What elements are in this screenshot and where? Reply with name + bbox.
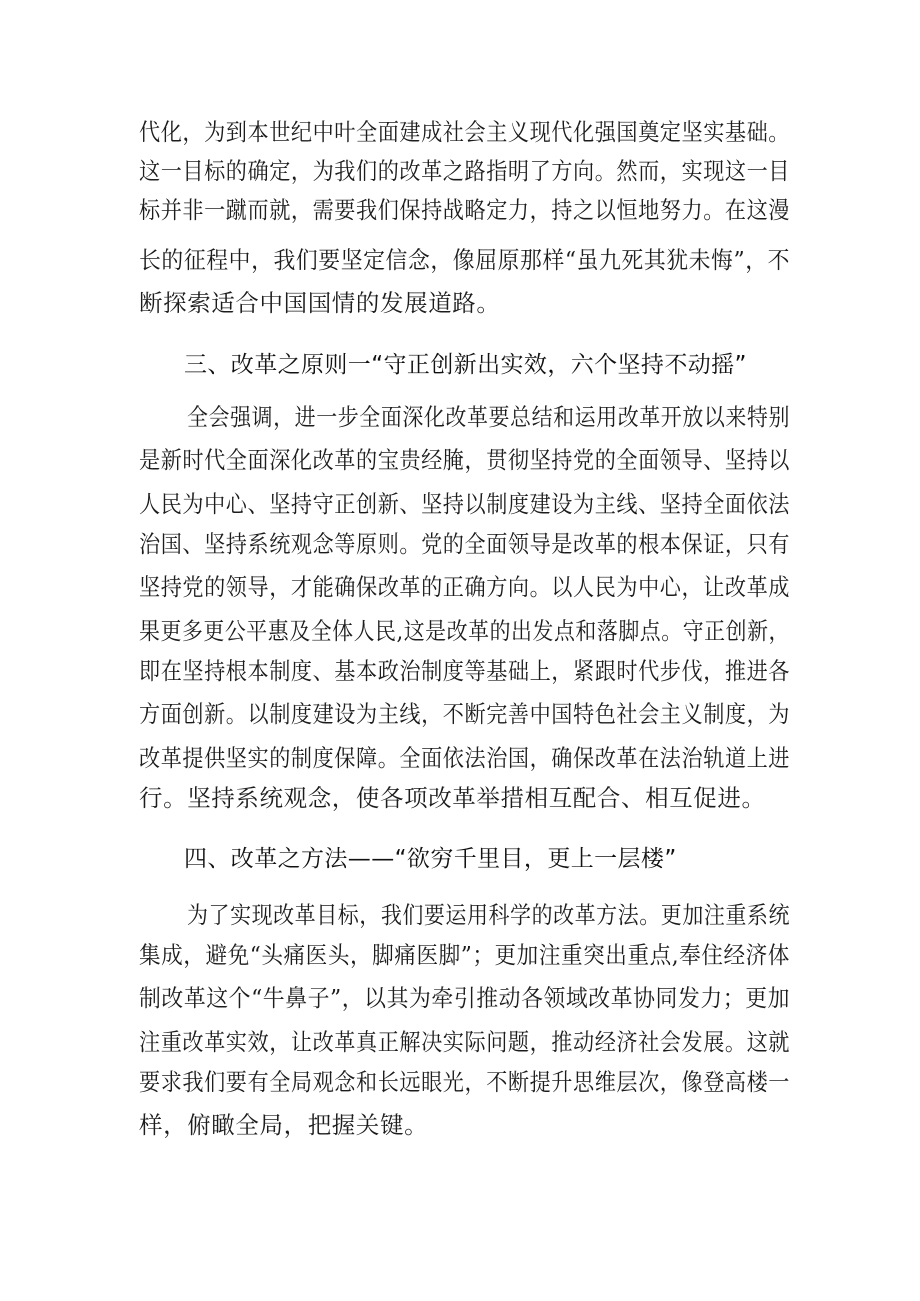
paragraph-3-line-1: 为了实现改革目标，我们要运用科学的改革方法。更加注重系统 xyxy=(187,901,791,929)
section-heading-4: 四、改革之方法——“欲穷千里目，更上一层楼” xyxy=(184,846,677,872)
paragraph-3-line-5: 要求我们要有全局观念和长远眼光，不断提升思维层次，像登高楼一 xyxy=(139,1068,790,1096)
paragraph-3-line-6: 样，俯瞰全局，把握关键。 xyxy=(139,1111,429,1139)
paragraph-2-line-4: 治国、坚持系统观念等原则。党的全面领导是改革的根本保证，只有 xyxy=(139,530,790,558)
paragraph-1-line-5: 断探索适合中国国情的发展道路。 xyxy=(139,289,501,317)
paragraph-2-line-6: 果更多更公平惠及全体人民,这是改革的出发点和落脚点。守正创新， xyxy=(139,617,791,645)
paragraph-2-line-9: 改革提供坚实的制度保障。全面依法治国，确保改革在法治轨道上进 xyxy=(139,744,790,772)
paragraph-1-line-4: 长的征程中，我们要坚定信念，像屈原那样“虽九死其犹未悔”，不 xyxy=(139,246,791,274)
paragraph-2-line-8: 方面创新。以制度建设为主线，不断完善中国特色社会主义制度，为 xyxy=(139,700,790,728)
paragraph-1-line-1: 代化，为到本世纪中叶全面建成社会主义现代化强国奠定坚实基础。 xyxy=(139,118,790,146)
paragraph-1-line-3: 标并非一蹴而就，需要我们保持战略定力，持之以恒地努力。在这漫 xyxy=(139,196,790,224)
paragraph-2-line-7: 即在坚持根本制度、基本政治制度等基础上，紧跟时代步伐，推进各 xyxy=(139,657,790,685)
paragraph-2-line-5: 坚持党的领导，才能确保改革的正确方向。以人民为中心，让改革成 xyxy=(139,573,790,601)
paragraph-2-line-1: 全会强调，进一步全面深化改革要总结和运用改革开放以来特别 xyxy=(187,403,791,431)
paragraph-2-line-3: 人民为中心、坚持守正创新、坚持以制度建设为主线、坚持全面依法 xyxy=(139,490,790,518)
paragraph-3-line-4: 注重改革实效，让改革真正解决实际问题，推动经济社会发展。这就 xyxy=(139,1028,790,1056)
paragraph-3-line-2: 集成，避免“头痛医头，脚痛医脚”；更加注重突出重点,奉住经济体 xyxy=(139,941,790,969)
paragraph-2-line-10: 行。坚持系统观念，使各项改革举措相互配合、相互促进。 xyxy=(139,784,766,812)
paragraph-1-line-2: 这一目标的确定，为我们的改革之路指明了方向。然而，实现这一目 xyxy=(139,157,790,185)
section-heading-3: 三、改革之原则一“守正创新出实效，六个坚持不动摇” xyxy=(184,352,747,378)
paragraph-2-line-2: 是新时代全面深化改革的宝贵经腌，贯彻坚持党的全面领导、坚持以 xyxy=(139,446,790,474)
paragraph-3-line-3: 制改革这个“牛鼻子”，以其为牵引推动各领域改革协同发力；更加 xyxy=(139,984,791,1012)
